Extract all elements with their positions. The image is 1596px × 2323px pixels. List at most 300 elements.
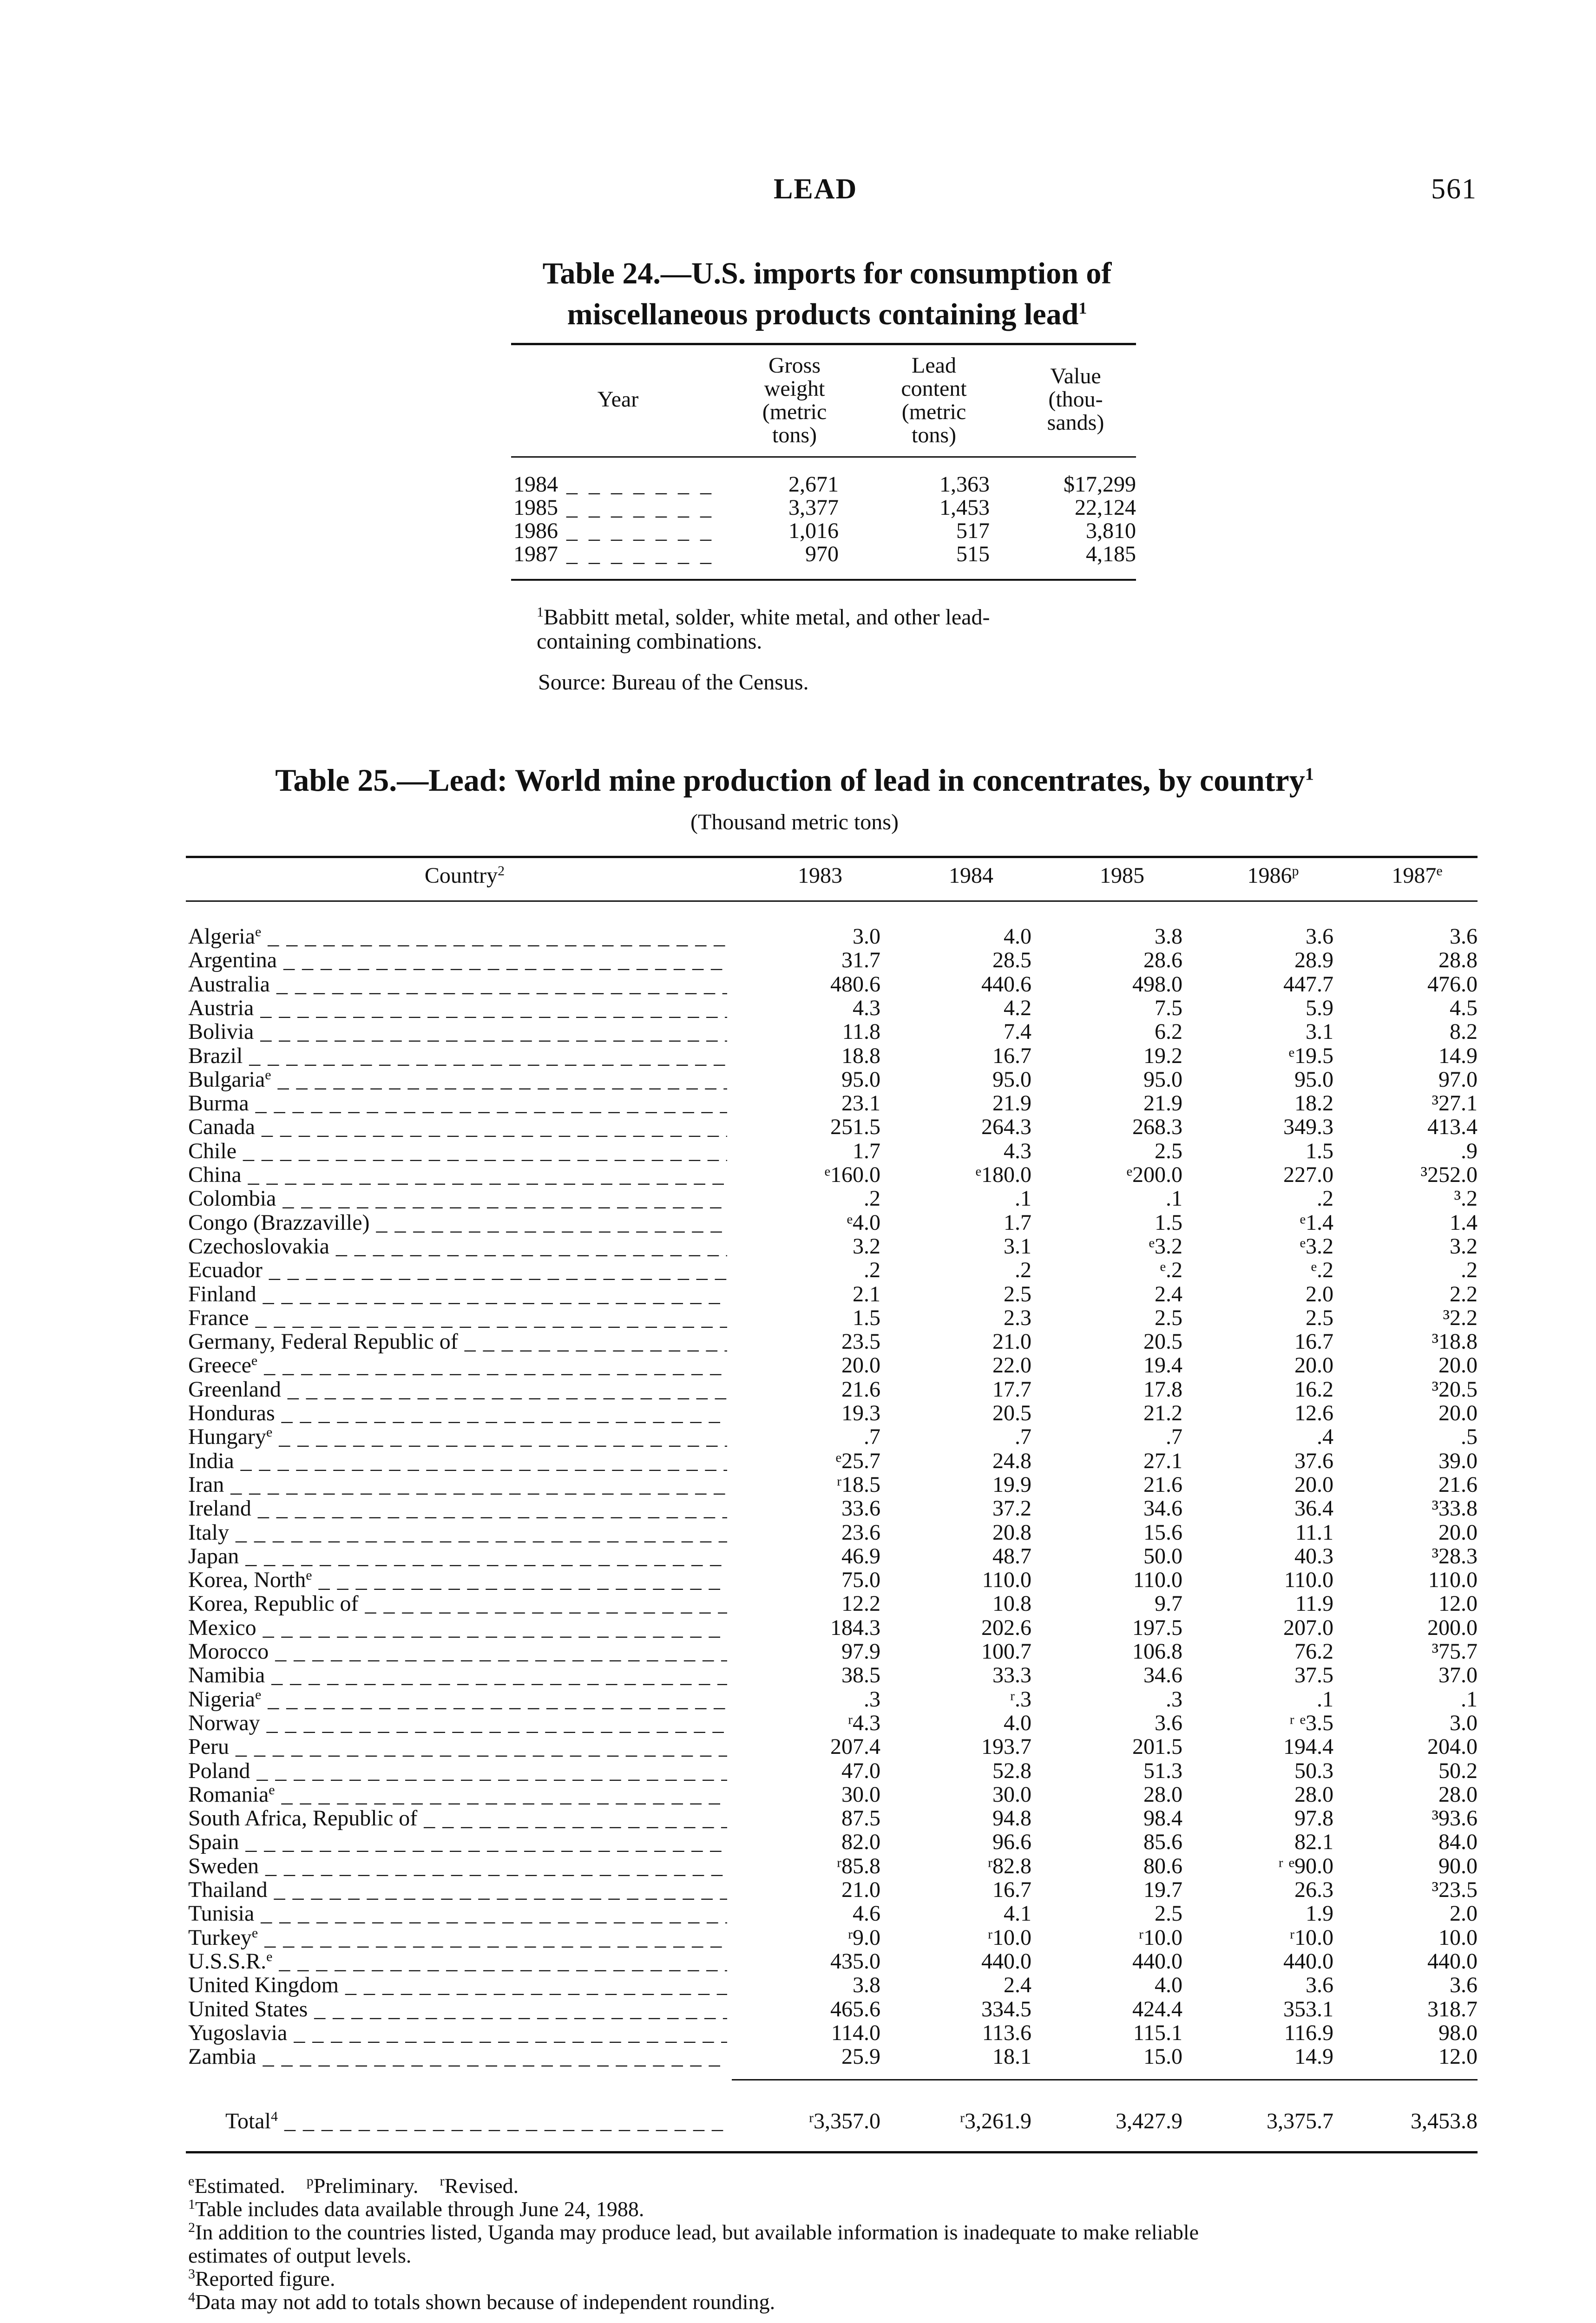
table25-cell: .3 (1166, 1687, 1182, 1712)
table25-total-label: Total$^4$ _ _ _ (225, 2109, 727, 2133)
table25-header-rule (186, 900, 1478, 902)
table25-country: Namibia _ _ _ (188, 1663, 727, 1687)
table25-cell: 23.6 (841, 1520, 880, 1545)
table25-header-year: 1985 (1100, 863, 1144, 888)
table25-cell: 2.3 (1004, 1306, 1031, 1330)
page-number: 561 (1431, 173, 1477, 205)
table25-cell: ʳ10.0 (987, 1925, 1031, 1950)
table25-cell: 12.6 (1294, 1401, 1333, 1425)
table25-cell: 440.0 (1427, 1949, 1478, 1974)
table25-cell: ʳ18.5 (836, 1472, 880, 1497)
table25-cell: 46.9 (841, 1544, 880, 1568)
table25-cell: 96.6 (992, 1830, 1031, 1854)
table25-cell: 116.9 (1284, 2021, 1333, 2045)
table25-cell: 14.9 (1294, 2044, 1333, 2069)
table25-cell: .3 (864, 1687, 880, 1712)
table25-cell: 19.9 (992, 1472, 1031, 1497)
table25-cell: 28.9 (1294, 948, 1333, 972)
table25-cell: 2.5 (1155, 1306, 1182, 1330)
table25-cell: 27.1 (1143, 1449, 1182, 1473)
table25-cell: .5 (1461, 1424, 1478, 1449)
table24-lead: 515 (956, 542, 990, 566)
table25-cell: 476.0 (1427, 972, 1478, 997)
table25-cell: 2.5 (1306, 1306, 1333, 1330)
table25-cell: 20.8 (992, 1520, 1031, 1545)
table25-cell: 110.0 (1133, 1568, 1182, 1592)
table25-country: Canada _ _ _ (188, 1115, 727, 1139)
table25-cell: 15.6 (1143, 1520, 1182, 1545)
table24-gross: 2,671 (788, 472, 839, 497)
table25-cell: 48.7 (992, 1544, 1031, 1568)
table25-cell: .1 (1461, 1687, 1478, 1712)
table25-cell: 20.0 (1438, 1520, 1478, 1545)
table25-cell: 11.9 (1295, 1591, 1333, 1616)
table25-cell: ³2.2 (1443, 1306, 1478, 1330)
table25-cell: 440.6 (981, 972, 1031, 997)
table25-cell: 94.8 (992, 1806, 1031, 1831)
table25-cell: 26.3 (1294, 1877, 1333, 1902)
table25-cell: 50.0 (1143, 1544, 1182, 1568)
table25-cell: 21.0 (841, 1877, 880, 1902)
table25-cell: 33.6 (841, 1496, 880, 1521)
table25-cell: 4.5 (1450, 996, 1478, 1020)
table25-country: Chile _ _ _ (188, 1139, 727, 1163)
table25-cell: ᵉ3.2 (1149, 1234, 1182, 1259)
table25-cell: ³252.0 (1420, 1162, 1478, 1187)
table25-cell: 16.7 (992, 1043, 1031, 1068)
table25-cell: ʳ85.8 (836, 1854, 880, 1878)
table25-cell: 23.5 (841, 1329, 880, 1354)
table25-cell: 264.3 (981, 1115, 1031, 1139)
table24-value: $17,299 (1064, 472, 1136, 497)
table25-cell: 24.8 (992, 1449, 1031, 1473)
table25-country: Morocco _ _ _ (188, 1640, 727, 1663)
table25-cell: .4 (1317, 1424, 1333, 1449)
table25-cell: 4.2 (1004, 996, 1031, 1020)
table25-country: Sweden _ _ _ (188, 1854, 727, 1878)
table25-cell: 197.5 (1132, 1615, 1182, 1640)
table25-total-cell: ʳ3,357.0 (808, 2109, 880, 2133)
table24-year: 1985 (513, 495, 558, 520)
table25-cell: 95.0 (992, 1067, 1031, 1092)
table25-cell: 84.0 (1438, 1830, 1478, 1854)
table24-header-lead: Lead content (metric tons) (901, 353, 967, 447)
table25-cell: 4.3 (853, 996, 880, 1020)
table24-lead: 517 (956, 518, 990, 543)
table25-cell: 37.5 (1294, 1663, 1333, 1687)
table25-cell: 6.2 (1155, 1019, 1182, 1044)
table25-cell: .7 (1166, 1424, 1182, 1449)
table25-cell: 20.5 (1143, 1329, 1182, 1354)
table24-title (509, 256, 1145, 332)
table25-header-year: 1984 (949, 863, 993, 888)
table24-bottom-rule (511, 579, 1136, 581)
table25-cell: 16.7 (992, 1877, 1031, 1902)
table25-country: Bolivia _ _ _ (188, 1020, 727, 1043)
table25-cell: 100.7 (981, 1639, 1031, 1664)
table24-top-rule (511, 343, 1136, 345)
table25-country: Mexico _ _ _ (188, 1616, 727, 1640)
table25-cell: ʳ.3 (1010, 1687, 1031, 1712)
table25-cell: 28.0 (1294, 1782, 1333, 1807)
table25-country: United Kingdom _ _ _ (188, 1973, 727, 1997)
table25-cell: 8.2 (1450, 1019, 1478, 1044)
table25-cell: 207.4 (830, 1734, 880, 1759)
table25-cell: .2 (864, 1258, 880, 1282)
table24-lead: 1,453 (939, 495, 990, 520)
table25-country: Turkey$^e$ _ _ _ (188, 1926, 727, 1949)
table25-cell: ᵉ4.0 (847, 1210, 880, 1235)
table25-cell: 3.0 (853, 924, 880, 949)
table25-total-rule (732, 2079, 1478, 2080)
table25-country: Iran _ _ _ (188, 1473, 727, 1496)
table25-cell: 2.2 (1450, 1282, 1478, 1306)
table25-cell: ᵉ19.5 (1288, 1043, 1333, 1068)
table25-cell: 82.0 (841, 1830, 880, 1854)
table25-cell: 21.6 (841, 1377, 880, 1402)
table25-cell: 28.5 (992, 948, 1031, 972)
table25-total-cell: 3,427.9 (1116, 2109, 1182, 2133)
table25-cell: ³27.1 (1432, 1091, 1478, 1116)
table25-cell: 20.5 (992, 1401, 1031, 1425)
table25-cell: 9.7 (1155, 1591, 1182, 1616)
table24-year: 1984 (513, 472, 558, 497)
table25-cell: 31.7 (841, 948, 880, 972)
table25-cell: 349.3 (1283, 1115, 1333, 1139)
table25-cell: 3.2 (1450, 1234, 1478, 1259)
table25-cell: 440.0 (981, 1949, 1031, 1974)
table25-cell: 17.7 (992, 1377, 1031, 1402)
table25-cell: 11.1 (1295, 1520, 1333, 1545)
table25-cell: 28.0 (1438, 1782, 1478, 1807)
table25-cell: 95.0 (1143, 1067, 1182, 1092)
table25-title: Table 25.—Lead: World mine production of lead in concentrates, by country$^1$ (275, 762, 1314, 798)
table25-cell: 22.0 (992, 1353, 1031, 1378)
table25-cell: ᵉ1.4 (1300, 1210, 1333, 1235)
table25-cell: 18.2 (1294, 1091, 1333, 1116)
table25-cell: 3.8 (1155, 924, 1182, 949)
table25-cell: 1.9 (1306, 1901, 1333, 1926)
table25-cell: 95.0 (1294, 1067, 1333, 1092)
table25-cell: 4.0 (1004, 924, 1031, 949)
table25-cell: ³93.6 (1432, 1806, 1478, 1831)
table24-title-line2: miscellaneous products containing lead$^1$ (567, 297, 1087, 331)
table25-cell: 20.0 (1438, 1401, 1478, 1425)
table25-header-year: 1983 (798, 863, 842, 888)
table25-country: India _ _ _ (188, 1449, 727, 1473)
table25-cell: 424.4 (1132, 1997, 1182, 2021)
table25-country: U.S.S.R.$^e$ _ _ _ (188, 1949, 727, 1973)
table25-cell: ʳ9.0 (847, 1925, 880, 1950)
table25-cell: 25.9 (841, 2044, 880, 2069)
table25-cell: 23.1 (841, 1091, 880, 1116)
table25-cell: 4.1 (1004, 1901, 1031, 1926)
table25-cell: 4.0 (1004, 1711, 1031, 1735)
table25-country: Spain _ _ _ (188, 1830, 727, 1854)
table25-cell: 19.7 (1143, 1877, 1182, 1902)
table25-header-country: Country$^2$ (424, 863, 505, 888)
table25-cell: 3.6 (1450, 1973, 1478, 1997)
table25-country: United States _ _ _ (188, 1997, 727, 2021)
table25-cell: 12.0 (1438, 1591, 1478, 1616)
table25-country: Korea, Republic of _ _ _ (188, 1592, 727, 1615)
table25-cell: 33.3 (992, 1663, 1031, 1687)
table25-cell: 21.9 (992, 1091, 1031, 1116)
table24-gross: 3,377 (788, 495, 839, 520)
table25-cell: 82.1 (1294, 1830, 1333, 1854)
table25-cell: 75.0 (841, 1568, 880, 1592)
table25-total-cell: ʳ3,261.9 (959, 2109, 1031, 2133)
table25-cell: 28.8 (1438, 948, 1478, 972)
table25-cell: ʳ82.8 (987, 1854, 1031, 1878)
table25-cell: ʳ ᵉ90.0 (1278, 1854, 1333, 1878)
table25-country: Germany, Federal Republic of _ _ _ (188, 1330, 727, 1353)
table25-cell: ᵉ.2 (1160, 1258, 1182, 1282)
table25-cell: 353.1 (1283, 1997, 1333, 2021)
table24-header-gross: Gross weight (metric tons) (762, 353, 827, 447)
table25-cell: 204.0 (1427, 1734, 1478, 1759)
table25-bottom-rule (186, 2151, 1478, 2153)
table25-total-cell: 3,375.7 (1267, 2109, 1333, 2133)
table25-cell: 268.3 (1132, 1115, 1182, 1139)
table25-cell: 19.2 (1143, 1043, 1182, 1068)
table24-header-value: Value (thou- sands) (1047, 364, 1104, 435)
table25-header-year: 1986$^p$ (1247, 863, 1299, 888)
table25-cell: .1 (1166, 1186, 1182, 1211)
table25-cell: .7 (864, 1424, 880, 1449)
table25-cell: 16.7 (1294, 1329, 1333, 1354)
table25-cell: 480.6 (830, 972, 880, 997)
table25-country: Peru _ _ _ (188, 1735, 727, 1759)
table25-cell: .7 (1015, 1424, 1031, 1449)
table25-cell: 1.7 (1004, 1210, 1031, 1235)
table25-cell: 14.9 (1438, 1043, 1478, 1068)
table25-cell: 7.4 (1004, 1019, 1031, 1044)
table25-cell: .1 (1015, 1186, 1031, 1211)
table25-cell: 20.0 (1438, 1353, 1478, 1378)
table25-cell: 21.6 (1438, 1472, 1478, 1497)
table25-cell: 4.3 (1004, 1139, 1031, 1163)
table25-cell: 37.2 (992, 1496, 1031, 1521)
table25-cell: 2.5 (1155, 1901, 1182, 1926)
table25-cell: 30.0 (992, 1782, 1031, 1807)
table25-country: Austria _ _ _ (188, 996, 727, 1020)
table24-value: 3,810 (1086, 518, 1136, 543)
table25-cell: 95.0 (841, 1067, 880, 1092)
table25-cell: .9 (1461, 1139, 1478, 1163)
table25-cell: 435.0 (830, 1949, 880, 1974)
table25-cell: 50.3 (1294, 1759, 1333, 1783)
table25-cell: 193.7 (981, 1734, 1031, 1759)
table25-cell: .2 (1015, 1258, 1031, 1282)
table25-country: Norway _ _ _ (188, 1711, 727, 1735)
table25-cell: 20.0 (1294, 1472, 1333, 1497)
table25-cell: 110.0 (982, 1568, 1031, 1592)
table25-country: Korea, North$^e$ _ _ _ (188, 1568, 727, 1592)
table25-country: Hungary$^e$ _ _ _ (188, 1425, 727, 1449)
table25-cell: 3.0 (1450, 1711, 1478, 1735)
table25-cell: 7.5 (1155, 996, 1182, 1020)
table25-cell: 40.3 (1294, 1544, 1333, 1568)
table25-cell: 36.4 (1294, 1496, 1333, 1521)
table25-cell: 97.0 (1438, 1067, 1478, 1092)
table25-cell: 1.7 (853, 1139, 880, 1163)
table25-cell: 498.0 (1132, 972, 1182, 997)
table25-cell: 37.0 (1438, 1663, 1478, 1687)
table24-year: 1987 (513, 542, 558, 566)
table25-cell: 97.9 (841, 1639, 880, 1664)
table25-cell: 465.6 (830, 1997, 880, 2021)
table25-cell: 113.6 (982, 2021, 1031, 2045)
table25-country: Colombia _ _ _ (188, 1187, 727, 1210)
table25-cell: 20.0 (1294, 1353, 1333, 1378)
table25-cell: 2.4 (1004, 1973, 1031, 1997)
table25-footnote-4: $^4$Data may not add to totals shown because of independent rounding. (188, 2290, 775, 2314)
table25-country: France _ _ _ (188, 1306, 727, 1330)
table25-cell: 28.6 (1143, 948, 1182, 972)
table25-country: Tunisia _ _ _ (188, 1902, 727, 1925)
table24-gross: 970 (805, 542, 839, 566)
table25-cell: ᵉ200.0 (1126, 1162, 1182, 1187)
table25-cell: 15.0 (1143, 2044, 1182, 2069)
table25-cell: 76.2 (1294, 1639, 1333, 1664)
table25-country: Australia _ _ _ (188, 972, 727, 996)
table25-cell: 34.6 (1143, 1663, 1182, 1687)
table25-cell: 2.0 (1450, 1901, 1478, 1926)
table25-country: Nigeria$^e$ _ _ _ (188, 1687, 727, 1711)
table25-cell: 440.0 (1283, 1949, 1333, 1974)
table25-country: Brazil _ _ _ (188, 1044, 727, 1068)
table25-cell: 1.5 (1155, 1210, 1182, 1235)
table25-cell: 16.2 (1294, 1377, 1333, 1402)
table25-cell: 413.4 (1427, 1115, 1478, 1139)
table25-cell: 200.0 (1427, 1615, 1478, 1640)
table25-cell: ᵉ3.2 (1300, 1234, 1333, 1259)
table25-country: Ireland _ _ _ (188, 1496, 727, 1520)
table25-footnote-3: $^3$Reported figure. (188, 2266, 335, 2290)
table25-cell: 3.6 (1306, 1973, 1333, 1997)
table25-total-cell: 3,453.8 (1411, 2109, 1478, 2133)
table25-cell: 3.6 (1306, 924, 1333, 949)
table25-cell: 201.5 (1132, 1734, 1182, 1759)
table25-footnote-2: $^2$In addition to the countries listed, Uganda may produce lead, but available information is inadequate to make reliable estimates of output levels. (188, 2220, 1199, 2267)
table25-cell: 52.8 (992, 1759, 1031, 1783)
table25-footnote-1: $^1$Table includes data available through June 24, 1988. (188, 2197, 644, 2221)
table25-cell: 50.2 (1438, 1759, 1478, 1783)
table25-country: Japan _ _ _ (188, 1544, 727, 1568)
table25-cell: 227.0 (1283, 1162, 1333, 1187)
table25-cell: 1.5 (1306, 1139, 1333, 1163)
table25-cell: 1.5 (853, 1306, 880, 1330)
table25-cell: 21.0 (992, 1329, 1031, 1354)
table25-country: Yugoslavia _ _ _ (188, 2021, 727, 2045)
table25-country: Greece$^e$ _ _ _ (188, 1353, 727, 1377)
table25-country: Zambia _ _ _ (188, 2045, 727, 2068)
table24-value: 4,185 (1086, 542, 1136, 566)
table25-cell: 251.5 (830, 1115, 880, 1139)
table25-cell: ᵉ180.0 (975, 1162, 1031, 1187)
table25-cell: 19.4 (1143, 1353, 1182, 1378)
table24-value: 22,124 (1075, 495, 1136, 520)
table25-cell: 3.1 (1004, 1234, 1031, 1259)
table25-cell: 21.6 (1143, 1472, 1182, 1497)
table25-cell: ᵉ160.0 (824, 1162, 880, 1187)
table25-legend: $^e$Estimated. $^p$Preliminary. $^r$Revised. (188, 2173, 519, 2198)
table25-cell: ʳ ᵉ3.5 (1289, 1711, 1333, 1735)
table25-cell: ³23.5 (1432, 1877, 1478, 1902)
table25-cell: 47.0 (841, 1759, 880, 1783)
table24-source: Source: Bureau of the Census. (538, 670, 809, 695)
table25-cell: ³.2 (1454, 1186, 1478, 1211)
table25-cell: 115.1 (1133, 2021, 1182, 2045)
table25-cell: 12.0 (1438, 2044, 1478, 2069)
table25-cell: 17.8 (1143, 1377, 1182, 1402)
table25-unit: (Thousand metric tons) (690, 810, 899, 834)
table25-country: China _ _ _ (188, 1163, 727, 1187)
table25-cell: 11.8 (842, 1019, 880, 1044)
table25-cell: 110.0 (1284, 1568, 1333, 1592)
table25-cell: 334.5 (981, 1997, 1031, 2021)
table25-cell: 10.0 (1438, 1925, 1478, 1950)
table25-cell: 19.3 (841, 1401, 880, 1425)
table25-cell: 4.0 (1155, 1973, 1182, 1997)
table25-country: Congo (Brazzaville) _ _ _ (188, 1211, 727, 1234)
table25-cell: 98.4 (1143, 1806, 1182, 1831)
table25-cell: 37.6 (1294, 1449, 1333, 1473)
table25-cell: 3.2 (853, 1234, 880, 1259)
table25-cell: 30.0 (841, 1782, 880, 1807)
table25-cell: 38.5 (841, 1663, 880, 1687)
table25-country: Ecuador _ _ _ (188, 1258, 727, 1282)
table25-cell: ʳ4.3 (847, 1711, 880, 1735)
table25-cell: ʳ10.0 (1289, 1925, 1333, 1950)
table24-gross: 1,016 (788, 518, 839, 543)
table25-cell: ³28.3 (1432, 1544, 1478, 1568)
table25-cell: 21.2 (1143, 1401, 1182, 1425)
table25-cell: 5.9 (1306, 996, 1333, 1020)
table25-cell: 2.1 (853, 1282, 880, 1306)
table25-cell: 97.8 (1294, 1806, 1333, 1831)
table25-cell: ³18.8 (1432, 1329, 1478, 1354)
table25-country: Romania$^e$ _ _ _ (188, 1783, 727, 1806)
table25-cell: 20.0 (841, 1353, 880, 1378)
table24-year: 1986 (513, 518, 558, 543)
table24-footnote: $^1$Babbitt metal, solder, white metal, and other lead- containing combinations. (537, 604, 990, 654)
table25-cell: 3.6 (1450, 924, 1478, 949)
table25-cell: 194.4 (1283, 1734, 1333, 1759)
table25-cell: 184.3 (830, 1615, 880, 1640)
table25-country: Czechoslovakia _ _ _ (188, 1234, 727, 1258)
table25-cell: 85.6 (1143, 1830, 1182, 1854)
table24-lead: 1,363 (939, 472, 990, 497)
table25-cell: 3.8 (853, 1973, 880, 1997)
table25-cell: 18.1 (992, 2044, 1031, 2069)
table25-country: Poland _ _ _ (188, 1759, 727, 1783)
table25-country: Thailand _ _ _ (188, 1878, 727, 1902)
table25-cell: .1 (1317, 1687, 1333, 1712)
table25-cell: 80.6 (1143, 1854, 1182, 1878)
table25-cell: 3.1 (1306, 1019, 1333, 1044)
table25-cell: 1.4 (1450, 1210, 1478, 1235)
table25-cell: 12.2 (841, 1591, 880, 1616)
table25-cell: 34.6 (1143, 1496, 1182, 1521)
table25-cell: 98.0 (1438, 2021, 1478, 2045)
table25-cell: 2.5 (1004, 1282, 1031, 1306)
table25-cell: ³20.5 (1432, 1377, 1478, 1402)
table25-country: Honduras _ _ _ (188, 1401, 727, 1425)
table25-cell: ³33.8 (1432, 1496, 1478, 1521)
table25-cell: ᵉ25.7 (835, 1449, 880, 1473)
